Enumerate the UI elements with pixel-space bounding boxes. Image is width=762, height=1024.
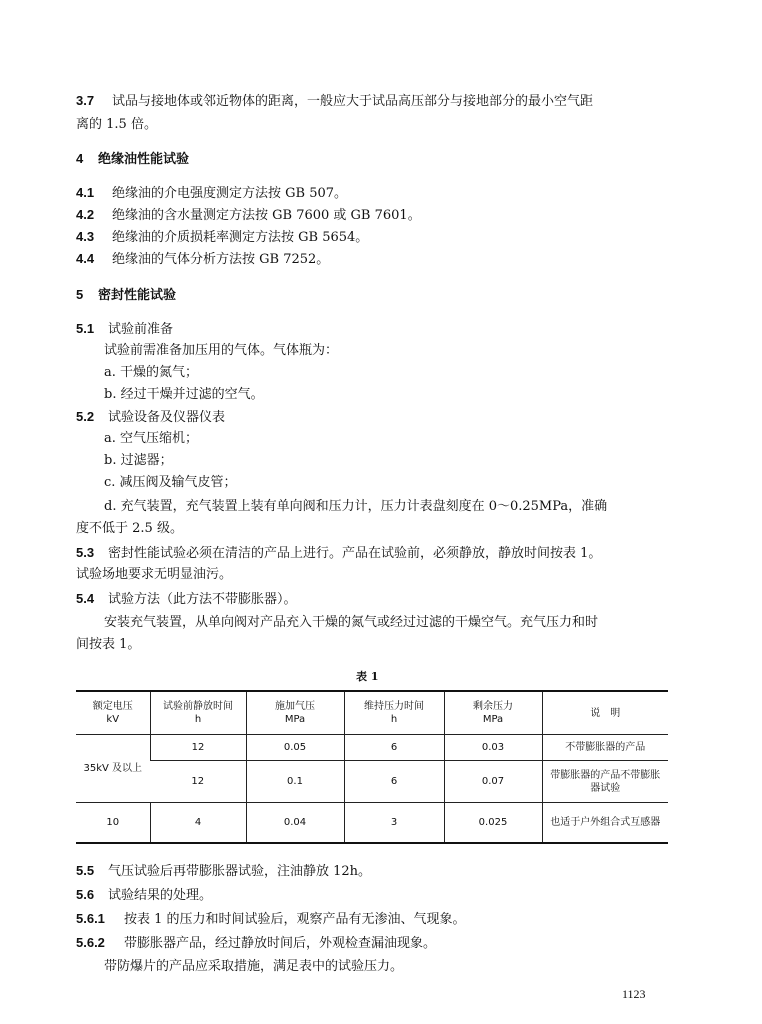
- section-5-heading: [76, 286, 176, 305]
- clause-3-7-cont: 离的 1.5 倍。: [76, 117, 157, 132]
- list-item: a. 干燥的氮气；: [104, 365, 199, 380]
- header-description: 说 明: [542, 691, 668, 735]
- clause-text: 按表 1 的压力和时间试验后，观察产品有无渗油、气现象。: [124, 912, 466, 927]
- clause-5-6: [76, 886, 212, 905]
- clause-number: 5.3: [76, 545, 95, 560]
- spec-table: [76, 690, 668, 844]
- table-row: [76, 803, 668, 843]
- table-cell: 4: [150, 803, 246, 843]
- clause-text: 绝缘油的介电强度测定方法按 GB 507。: [112, 186, 348, 201]
- list-item: c. 减压阀及输气皮管；: [104, 475, 237, 490]
- clause-text: 气压试验后再带膨胀器试验，注油静放 12h。: [108, 864, 372, 879]
- clause-text: 试验结果的处理。: [108, 888, 213, 903]
- clause-4-4: [76, 250, 329, 269]
- table-cell: 0.07: [444, 761, 542, 803]
- closing-paragraph: 带防爆片的产品应采取措施，满足表中的试验压力。: [104, 959, 404, 974]
- table-cell: 6: [344, 761, 444, 803]
- clause-4-1: [76, 184, 347, 203]
- clause-text: 密封性能试验必须在清洁的产品上进行。产品在试验前，必须静放，静放时间按表 1。: [108, 546, 602, 561]
- header-hold-time: 维持压力时间 h: [344, 691, 444, 735]
- page-number: 1123: [622, 987, 646, 1001]
- table-cell: 12: [150, 761, 246, 803]
- clause-number: 4.4: [76, 251, 95, 266]
- list-item-cont: 度不低于 2.5 级。: [76, 521, 183, 536]
- clause-text: 绝缘油的含水量测定方法按 GB 7600 或 GB 7601。: [112, 208, 421, 223]
- section-title: 绝缘油性能试验: [98, 152, 190, 167]
- table-cell: 0.03: [444, 735, 542, 761]
- clause-title: 试验方法（此方法不带膨胀器）。: [108, 592, 297, 607]
- section-number: 5: [76, 287, 84, 302]
- clause-5-1: [76, 320, 173, 339]
- table-cell: 12: [150, 735, 246, 761]
- clause-number: 4.3: [76, 229, 95, 244]
- clause-title: 试验设备及仪器仪表: [108, 410, 226, 425]
- clause-number: 3.7: [76, 93, 95, 108]
- table-cell: 10: [76, 803, 150, 843]
- header-applied-pressure: 施加气压 MPa: [246, 691, 344, 735]
- table-cell: 6: [344, 735, 444, 761]
- clause-text: 绝缘油的介质损耗率测定方法按 GB 5654。: [112, 230, 369, 245]
- header-standing-time: 试验前静放时间 h: [150, 691, 246, 735]
- clause-number: 5.6.1: [76, 911, 105, 926]
- list-item: b. 过滤器；: [104, 453, 173, 468]
- table-row: [76, 761, 668, 803]
- clause-3-7: [76, 92, 593, 111]
- list-item: d. 充气装置，充气装置上装有单向阀和压力计，压力计表盘刻度在 0～0.25MPa，准确: [104, 499, 608, 514]
- header-rated-voltage: 额定电压 kV: [76, 691, 150, 735]
- table-cell: 3: [344, 803, 444, 843]
- header-residual-pressure: 剩余压力 MPa: [444, 691, 542, 735]
- clause-5-4: [76, 590, 297, 609]
- list-item: b. 经过干燥并过滤的空气。: [104, 387, 264, 402]
- clause-number: 4.2: [76, 207, 95, 222]
- table-cell: 不带膨胀器的产品: [542, 735, 668, 761]
- table-row: [76, 735, 668, 761]
- table-cell: 也适于户外组合式互感器: [542, 803, 668, 843]
- clause-5-4-cont: 间按表 1。: [76, 637, 141, 652]
- clause-4-3: [76, 228, 368, 247]
- section-title: 密封性能试验: [98, 288, 177, 303]
- clause-number: 5.1: [76, 321, 95, 336]
- clause-text: 试品与接地体或邻近物体的距离，一般应大于试品高压部分与接地部分的最小空气距: [112, 94, 594, 109]
- list-item: a. 空气压缩机；: [104, 431, 199, 446]
- clause-5-2: [76, 408, 225, 427]
- table-caption: 表 1: [356, 670, 379, 683]
- clause-5-6-2: [76, 934, 436, 953]
- table-cell: 35kV 及以上: [76, 735, 150, 803]
- table-cell: 0.025: [444, 803, 542, 843]
- clause-text: 绝缘油的气体分析方法按 GB 7252。: [112, 252, 330, 267]
- clause-number: 5.6.2: [76, 935, 105, 950]
- clause-number: 4.1: [76, 185, 95, 200]
- table-cell: 0.05: [246, 735, 344, 761]
- table-cell: 带膨胀器的产品不带膨胀器试验: [542, 761, 668, 803]
- clause-number: 5.4: [76, 591, 95, 606]
- clause-number: 5.5: [76, 863, 95, 878]
- table-cell: 0.04: [246, 803, 344, 843]
- clause-text: 带膨胀器产品，经过静放时间后，外观检查漏油现象。: [124, 936, 437, 951]
- table-header-row: [76, 691, 668, 735]
- clause-4-2: [76, 206, 421, 225]
- clause-5-5: [76, 862, 371, 881]
- table-cell: 0.1: [246, 761, 344, 803]
- clause-5-6-1: [76, 910, 466, 929]
- section-number: 4: [76, 151, 84, 166]
- clause-5-3: [76, 544, 601, 563]
- section-4-heading: [76, 150, 189, 169]
- clause-5-3-cont: 试验场地要求无明显油污。: [76, 567, 233, 582]
- clause-5-1-intro: 试验前需准备加压用的气体。气体瓶为：: [104, 343, 339, 358]
- clause-title: 试验前准备: [108, 322, 174, 337]
- clause-5-4-text: 安装充气装置，从单向阀对产品充入干燥的氮气或经过过滤的干燥空气。充气压力和时: [104, 615, 599, 630]
- clause-number: 5.2: [76, 409, 95, 424]
- clause-number: 5.6: [76, 887, 95, 902]
